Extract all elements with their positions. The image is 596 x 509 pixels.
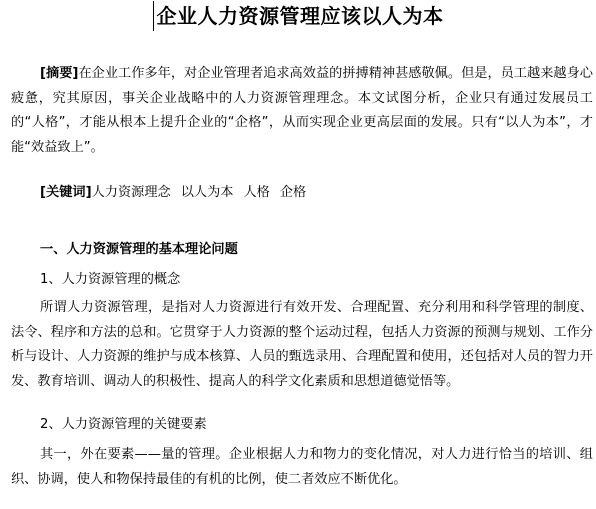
keyword-item: 以人为本 (180, 185, 234, 200)
section-heading: 一、人力资源管理的基本理论问题 (40, 242, 238, 257)
keywords-line (11, 181, 593, 206)
title-container (0, 0, 596, 34)
keyword-item: 企格 (279, 185, 307, 200)
keyword-item: 人格 (243, 185, 270, 200)
abstract-text: 在企业工作多年，对企业管理者追求高效益的拼搏精神甚感敬佩。但是，员工越来越身心疲惫，究其原因，事关企业战略中的人力资源管理理念。本文试图分析，企业只有通过发展员工的“人格”，才能从根本上提升企业的“企格”，从而实现企业更高层面的发展。只有“以人为本”，才能“效益致上”。 (11, 66, 593, 155)
document-title: 企业人力资源管理应该以人为本 (153, 1, 444, 31)
body-paragraph: 所谓人力资源管理，是指对人力资源进行有效开发、合理配置、充分利用和科学管理的制度、法令、程序和方法的总和。它贯穿于人力资源的整个运动过程，包括人力资源的预测与规划、工作分析与设计、人力资源的维护与成本核算、人员的甄选录用、合理配置和使用，还包括对人员的智力开发、教育培训、调动人的积极性、提高人的科学文化素质和思想道德觉悟等。 (11, 300, 593, 389)
subsection-heading: 1、人力资源管理的概念 (40, 272, 181, 287)
body-paragraph: 其一，外在要素——量的管理。企业根据人力和物力的变化情况，对人力进行恰当的培训、组织、协调，使人和物保持最佳的有机的比例，使二者效应不断优化。 (11, 447, 593, 487)
keywords-label: [关键词] (40, 185, 92, 200)
abstract-paragraph (11, 62, 593, 160)
subsection-heading: 2、人力资源管理的关键要素 (40, 417, 207, 432)
keyword-item: 人力资源理念 (91, 185, 171, 200)
abstract-label: [摘要] (40, 66, 79, 81)
